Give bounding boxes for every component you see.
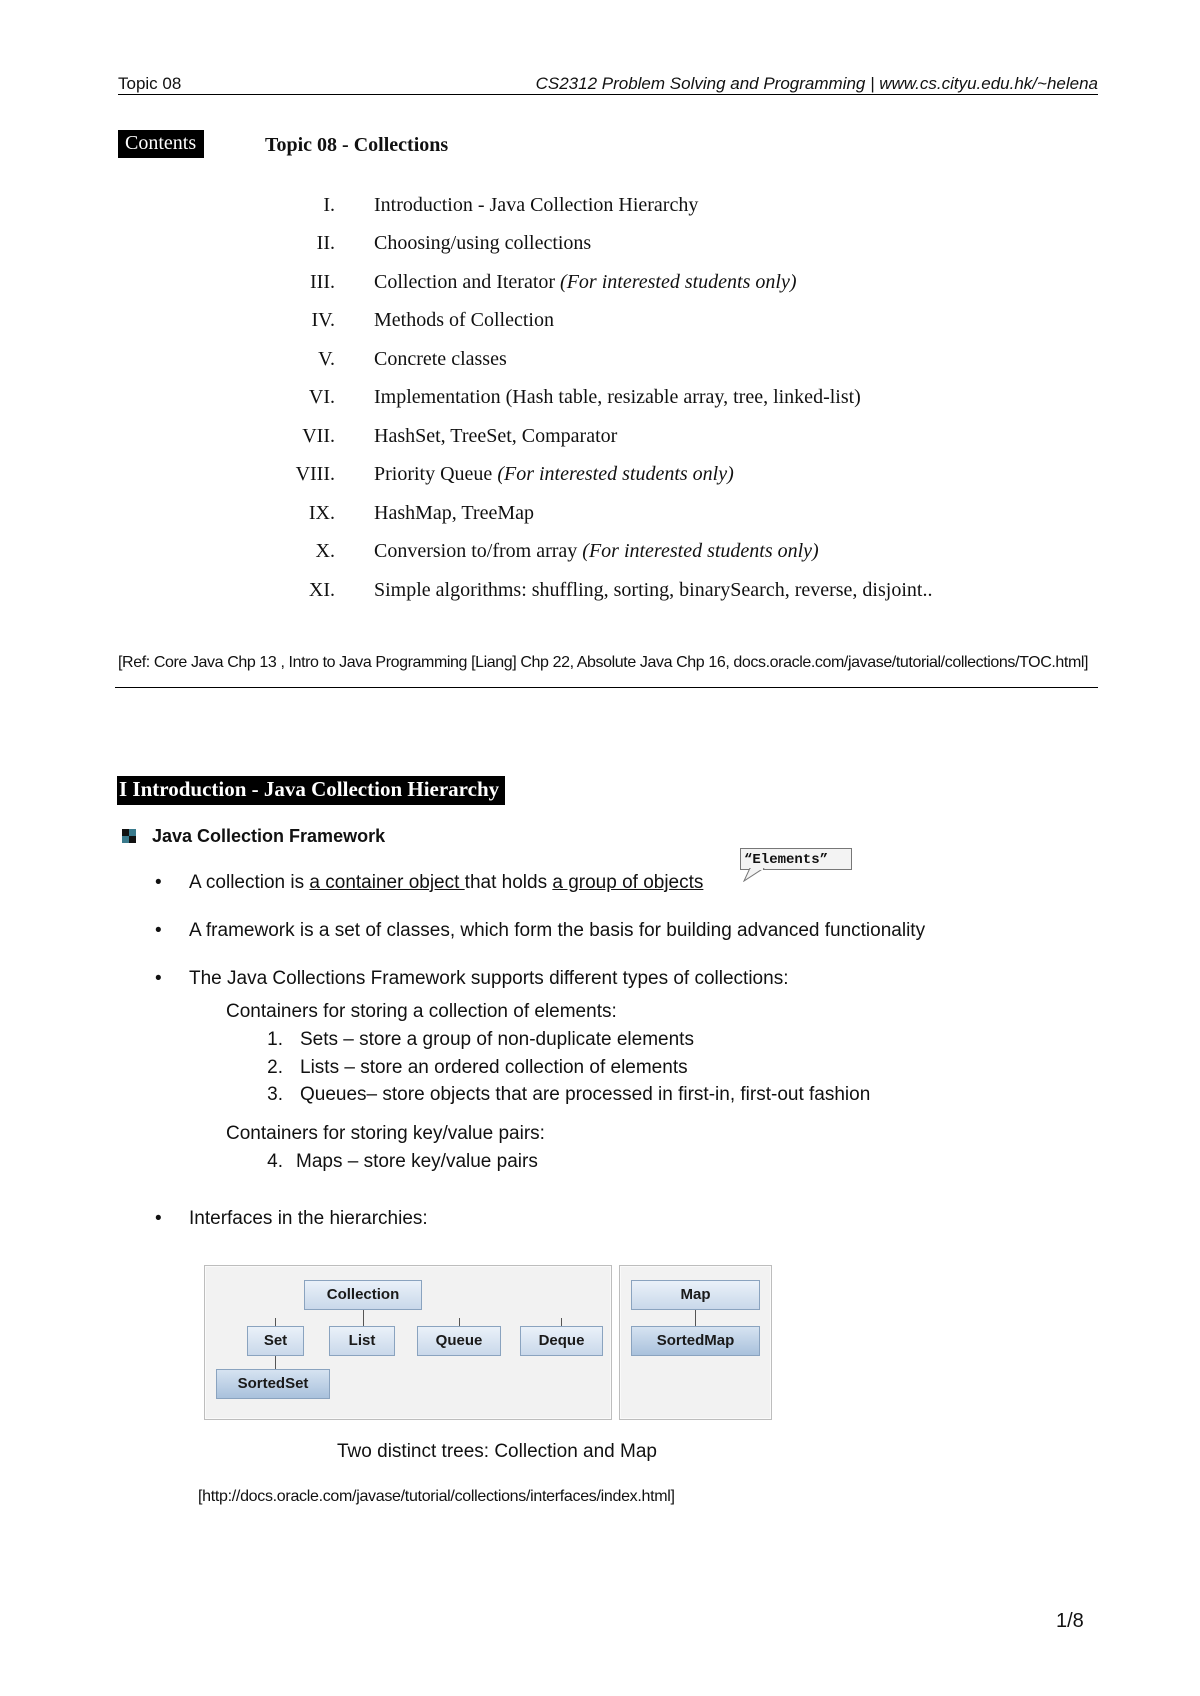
page-header (118, 74, 1098, 95)
toc-item (0, 502, 1200, 532)
topic-title: Topic 08 - Collections (265, 134, 449, 156)
list-item-number: 4. (267, 1151, 283, 1172)
page-number: 1/8 (1056, 1610, 1084, 1632)
list-item: Queues– store objects that are processed in first-in, first-out fashion (300, 1084, 871, 1105)
map-node: Map (631, 1280, 760, 1310)
toc-item-number: IV. (311, 309, 335, 331)
toc-item-text: Collection and Iterator (For interested students only) (374, 271, 797, 293)
collection-node: Collection (304, 1280, 422, 1310)
toc-item-number: I. (323, 194, 335, 216)
list-node: List (329, 1326, 395, 1356)
toc-item-text: Introduction - Java Collection Hierarchy (374, 194, 699, 216)
toc-item-text: Conversion to/from array (For interested students only) (374, 540, 819, 562)
toc-item-number: XI. (308, 579, 335, 601)
toc-item (0, 540, 1200, 570)
list-item: Maps – store key/value pairs (296, 1151, 538, 1172)
list-item-number: 2. (267, 1057, 283, 1078)
toc-item-number: III. (310, 271, 335, 293)
toc-item (0, 463, 1200, 493)
contents-label: Contents (118, 130, 204, 158)
toc-item-text: HashSet, TreeSet, Comparator (374, 425, 618, 447)
toc-item (0, 425, 1200, 455)
bullet-dot-icon: • (155, 968, 162, 989)
toc-item-number: VII. (302, 425, 335, 447)
toc-item-text: Simple algorithms: shuffling, sorting, binarySearch, reverse, disjoint.. (374, 579, 933, 601)
elements-callout: “Elements” (740, 848, 852, 870)
toc-item-number: VIII. (295, 463, 335, 485)
toc-item (0, 309, 1200, 339)
header-topic: Topic 08 (118, 74, 182, 93)
tree-connector (561, 1318, 562, 1326)
header-course: CS2312 Problem Solving and Programming | www.cs.cityu.edu.hk/~helena (535, 74, 1098, 93)
sortedmap-node: SortedMap (631, 1326, 760, 1356)
toc-item (0, 232, 1200, 262)
toc-item (0, 194, 1200, 224)
containers-elements-label: Containers for storing a collection of elements: (226, 1001, 617, 1022)
diagram-source-link: [http://docs.oracle.com/javase/tutorial/collections/interfaces/index.html] (198, 1488, 675, 1505)
containers-pairs-label: Containers for storing key/value pairs: (226, 1123, 545, 1144)
tree-connector (459, 1318, 460, 1326)
section-title: I Introduction - Java Collection Hierarchy (117, 776, 505, 805)
toc-item-number: VI. (308, 386, 335, 408)
sortedset-node: SortedSet (216, 1369, 330, 1399)
toc-item (0, 348, 1200, 378)
subsection-title: Java Collection Framework (152, 826, 386, 846)
toc-item (0, 579, 1200, 609)
tree-connector (275, 1356, 276, 1369)
bullet-dot-icon: • (155, 920, 162, 941)
tree-connector (363, 1310, 364, 1326)
toc-item-number: X. (315, 540, 335, 562)
list-item: Lists – store an ordered collection of elements (300, 1057, 688, 1078)
bullet-text: A framework is a set of classes, which form the basis for building advanced functionality (189, 920, 926, 941)
toc-item-number: V. (318, 348, 335, 370)
toc-item-number: IX. (308, 502, 335, 524)
interface-hierarchy-diagram (204, 1265, 772, 1420)
toc-item-text: Concrete classes (374, 348, 507, 370)
bullet-dot-icon: • (155, 1208, 162, 1229)
list-item-number: 3. (267, 1084, 283, 1105)
bullet-text: Interfaces in the hierarchies: (189, 1208, 428, 1229)
toc-item-text: HashMap, TreeMap (374, 502, 534, 524)
diagram-caption: Two distinct trees: Collection and Map (337, 1441, 657, 1462)
bullet-dot-icon: • (155, 872, 162, 893)
toc-item (0, 271, 1200, 301)
toc-item (0, 386, 1200, 416)
set-node: Set (247, 1326, 304, 1356)
tree-connector (275, 1318, 276, 1326)
square-bullet-icon (122, 829, 136, 843)
bullet-text: The Java Collections Framework supports different types of collections: (189, 968, 789, 989)
toc-item-text: Methods of Collection (374, 309, 554, 331)
reference-line: [Ref: Core Java Chp 13 , Intro to Java Programming [Liang] Chp 22, Absolute Java Chp 16, docs.oracle.com/javase/tutorial/collections/TOC.html] (118, 654, 1089, 671)
list-item-number: 1. (267, 1029, 283, 1050)
list-item: Sets – store a group of non-duplicate elements (300, 1029, 694, 1050)
toc-item-number: II. (316, 232, 335, 254)
toc-item-text: Priority Queue (For interested students only) (374, 463, 734, 485)
tree-connector (695, 1310, 696, 1326)
queue-node: Queue (417, 1326, 501, 1356)
callout-pointer-icon (742, 868, 772, 882)
toc-item-text: Choosing/using collections (374, 232, 592, 254)
toc-item-text: Implementation (Hash table, resizable array, tree, linked-list) (374, 386, 861, 408)
deque-node: Deque (520, 1326, 603, 1356)
bullet-text: A collection is a container object that holds a group of objects (189, 872, 704, 893)
horizontal-rule (115, 687, 1098, 688)
